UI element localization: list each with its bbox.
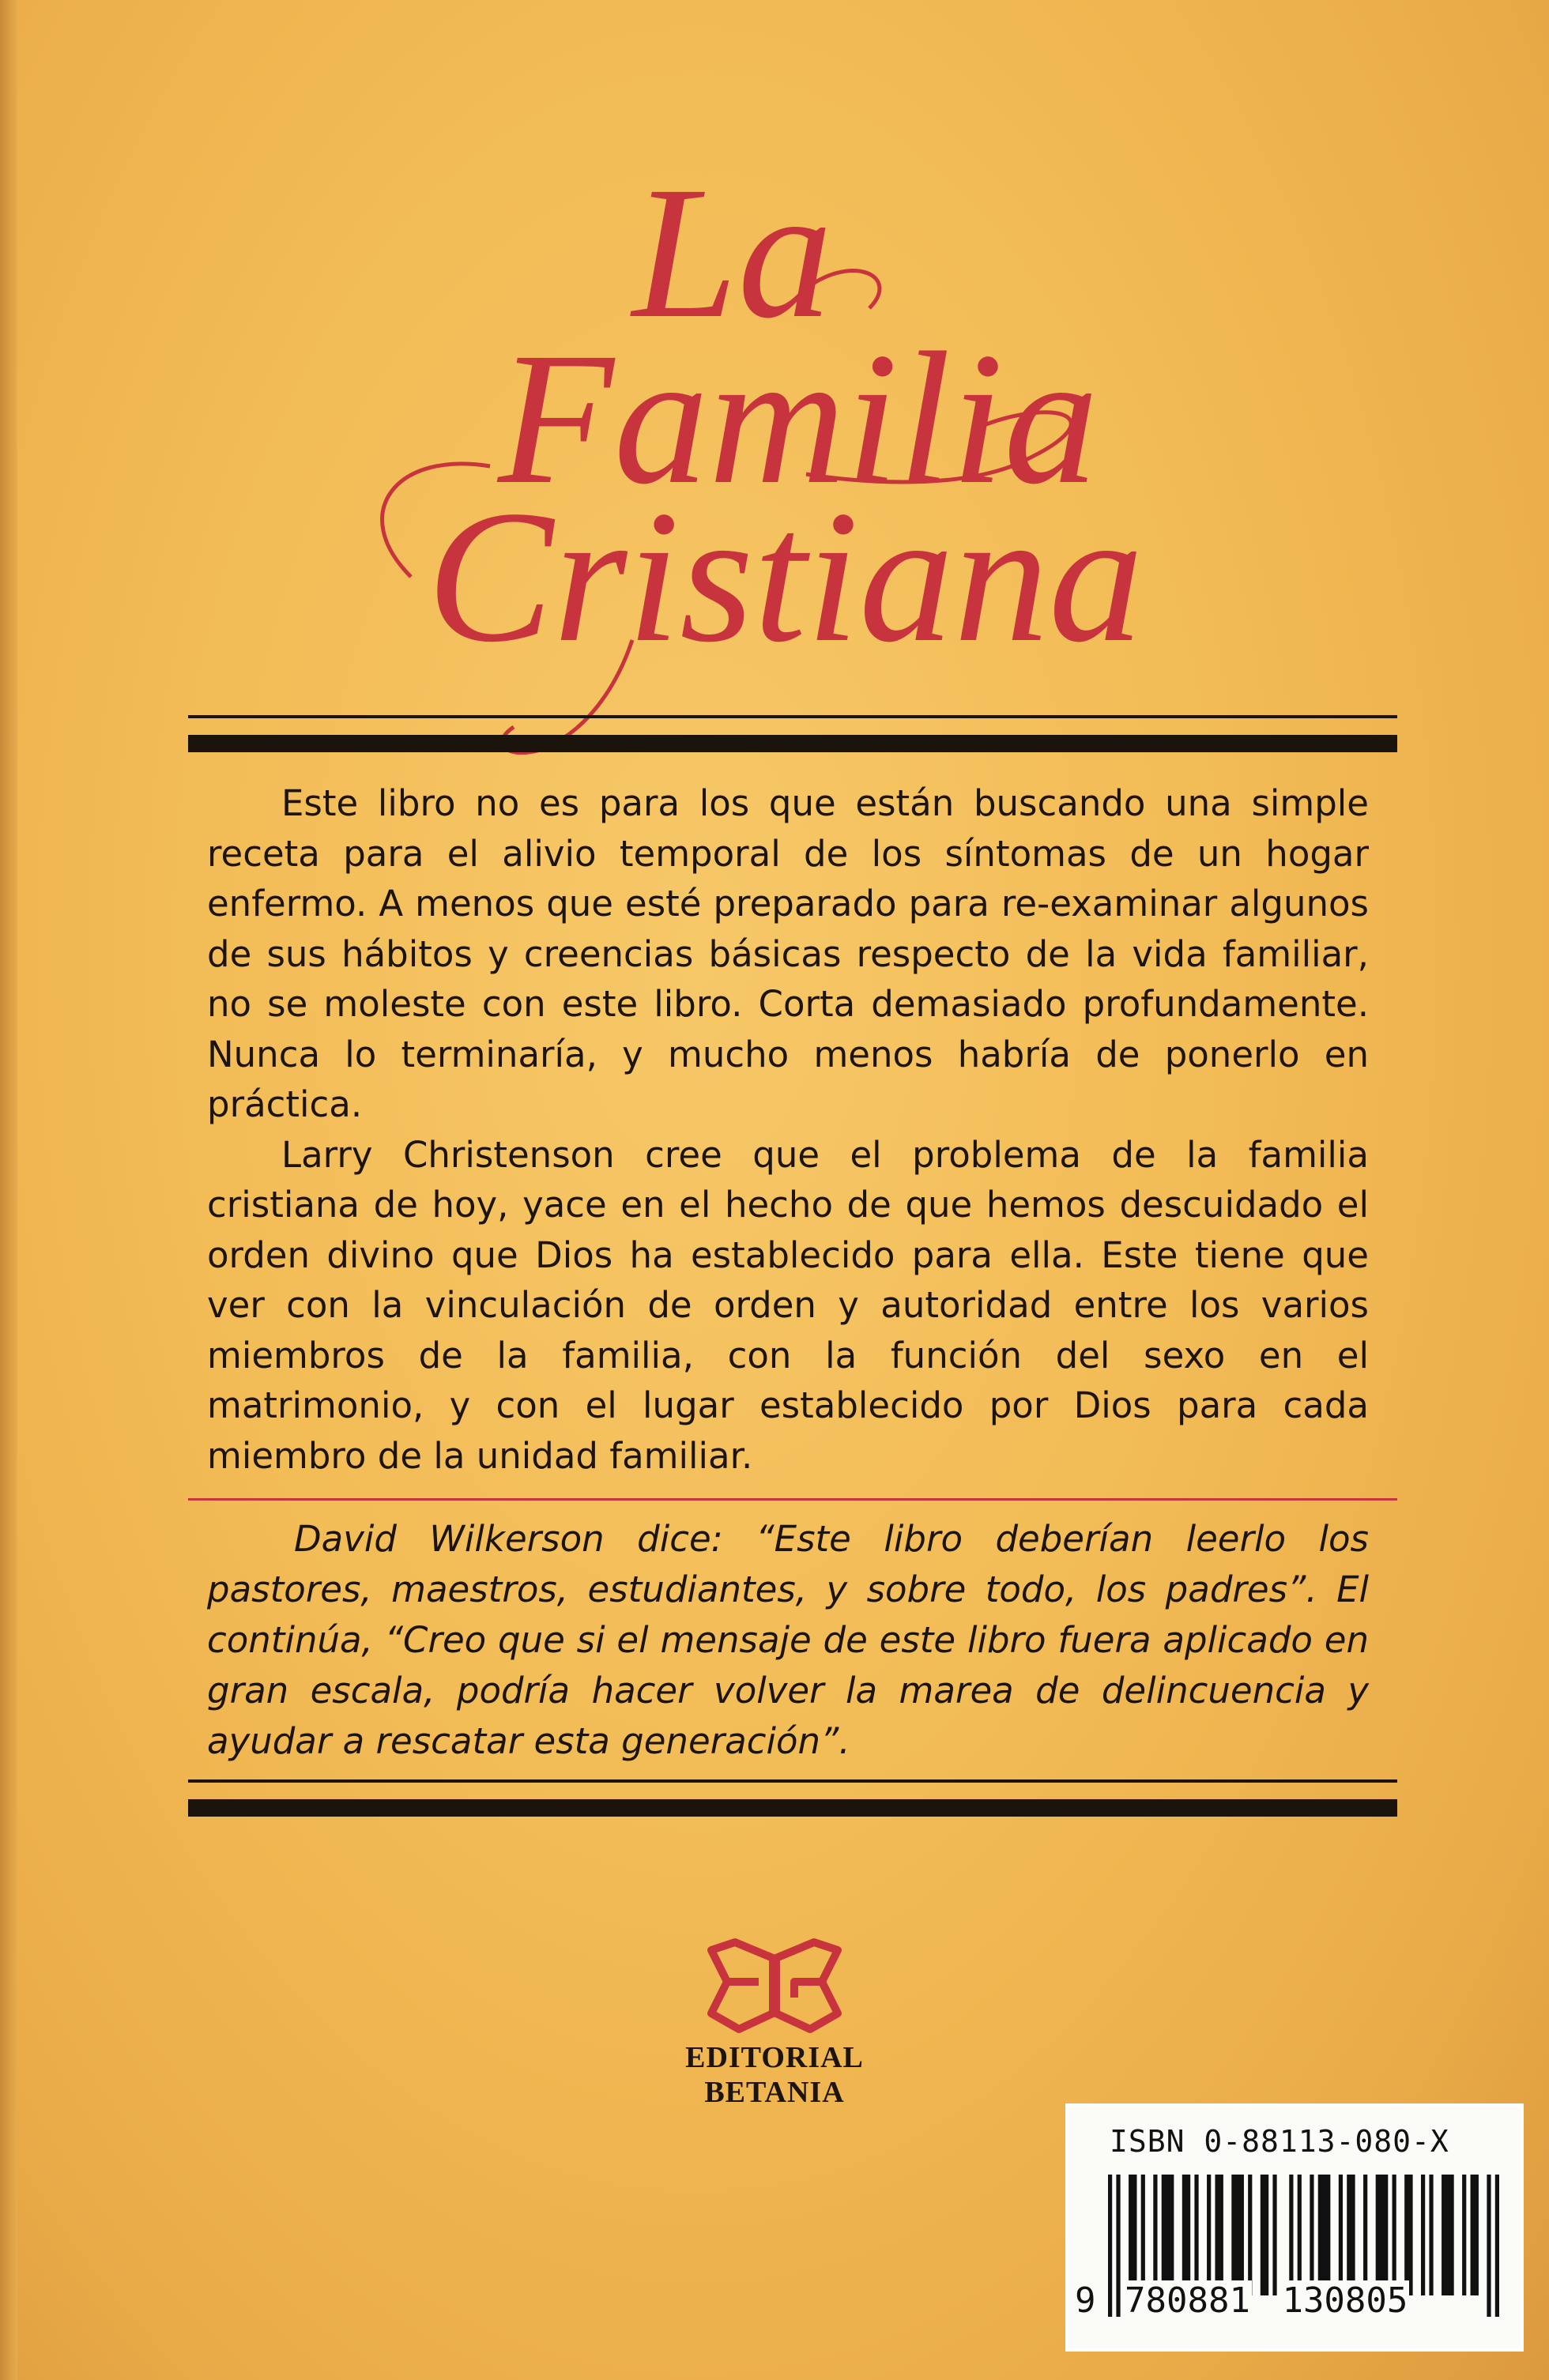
barcode-digit-first: 9 (1075, 2280, 1096, 2321)
barcode-digits (1073, 2280, 1516, 2321)
book-title (300, 134, 1249, 766)
description-text (207, 778, 1369, 1481)
barcode-digit-group-2: 130805 (1282, 2280, 1408, 2321)
cover-edge (0, 0, 17, 2380)
title-line-3: Cristiana (427, 471, 1144, 681)
title-line-1: La (632, 147, 833, 357)
title-line-2: Familia (498, 313, 1099, 523)
red-divider (188, 1498, 1397, 1501)
barcode-label (1065, 2103, 1524, 2352)
bottom-thick-rule (188, 1799, 1397, 1817)
description-paragraph: Este libro no es para los que están buscando una simple receta para el alivio temporal de los síntomas de un hogar enfermo. A menos que esté preparado para re-examinar algunos de sus hábitos y creencias básicas respecto de la vida familiar, no se moleste con este libro. Corta demasiado profundamente. Nunca lo terminaría, y mucho menos habría de ponerlo en práctica. (207, 782, 1369, 1125)
publisher-name: EDITORIAL BETANIA (685, 2041, 864, 2109)
isbn-label: ISBN 0-88113-080-X (1110, 2124, 1449, 2159)
endorsement-quote: David Wilkerson dice: “Este libro deberían leerlo los pastores, maestros, estudiantes, y sobre todo, los padres”. El continúa, “Creo que si el mensaje de este libro fuera aplicado en gran escala, podría hacer volver la marea de delincuencia y ayudar a rescatar esta generación”. (207, 1518, 1369, 1762)
top-thick-rule (188, 735, 1397, 752)
description-paragraph: Larry Christenson cree que el problema de la familia cristiana de hoy, yace en el hecho de que hemos descuidado el orden divino que Dios ha establecido para ella. Este tiene que ver con la vinculación de orden y autoridad entre los varios miembros de la familia, con la función del sexo en el matrimonio, y con el lugar establecido por Dios para cada miembro de la unidad familiar. (207, 1133, 1369, 1477)
butterfly-eb-logo-icon (703, 1934, 846, 2037)
bottom-thin-rule (188, 1779, 1397, 1783)
barcode-digit-group-1: 780881 (1125, 2280, 1250, 2321)
top-thin-rule (188, 715, 1397, 718)
